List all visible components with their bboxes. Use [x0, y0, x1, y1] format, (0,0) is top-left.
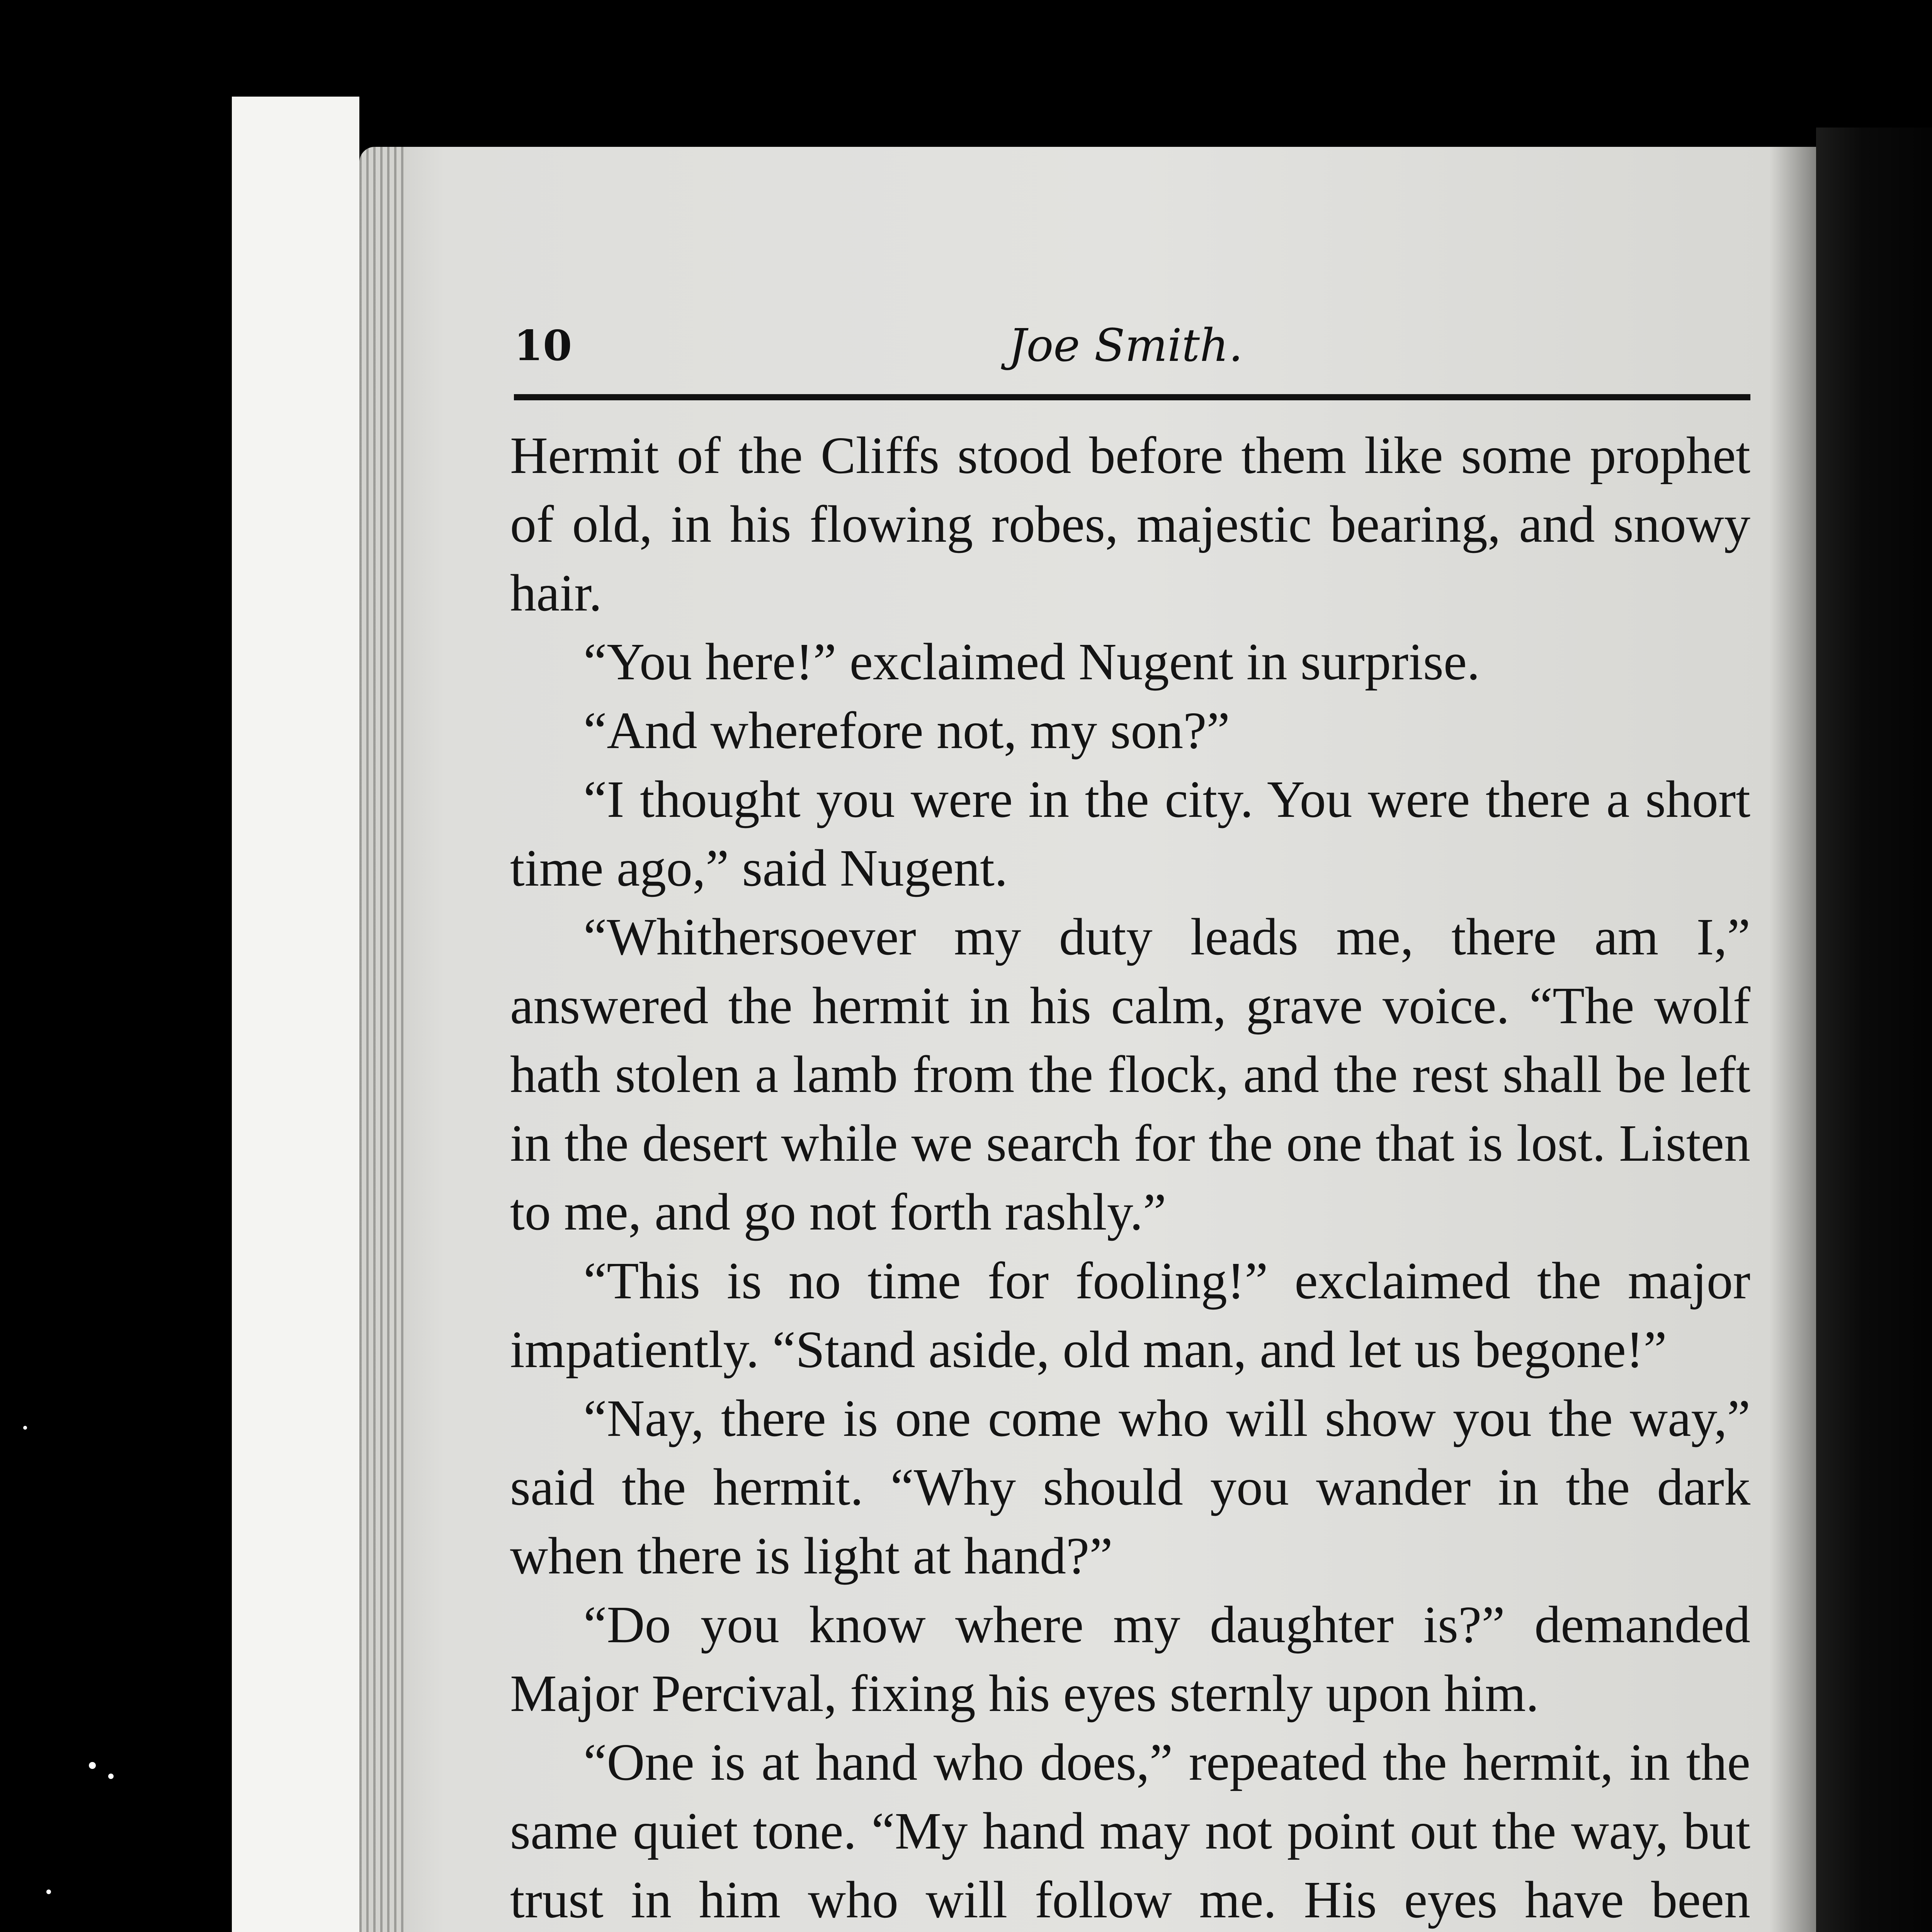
paragraph: “This is no time for fooling!” exclaimed the major impatiently. “Stand aside, old man, and let us begone!”: [510, 1252, 1750, 1379]
paragraph: “Do you know where my daughter is?” demanded Major Percival, fixing his eyes sternly upon him.: [510, 1596, 1750, 1723]
paragraph: “You here!” exclaimed Nugent in surprise.: [583, 633, 1480, 691]
dust-speck: [23, 1426, 27, 1430]
dust-speck: [89, 1762, 96, 1769]
dust-speck: [46, 1889, 51, 1894]
header-rule: [514, 394, 1750, 400]
dust-speck: [108, 1774, 114, 1779]
paragraph: “Whithersoever my duty leads me, there am I,” answered the hermit in his calm, grave voice. “The wolf hath stolen a lamb from the flock, and the rest shall be left in the desert while we search for the one that is lost. Listen to me, and go not forth rashly.”: [510, 908, 1750, 1241]
paragraph: “One is at hand who does,” repeated the hermit, in the same quiet tone. “My hand may not point out the way, but trust in him who will follow me. His eyes have been: [510, 1733, 1750, 1929]
body-text: [510, 421, 1750, 1932]
page-edge-stack: [359, 147, 406, 1932]
book-spine-shadow: [1816, 128, 1932, 1932]
page-number: 10: [514, 321, 572, 370]
paragraph: “And wherefore not, my son?”: [583, 702, 1230, 760]
underlying-white-sheet: [232, 97, 359, 1932]
paragraph: “I thought you were in the city. You were there a short time ago,” said Nugent.: [510, 770, 1750, 897]
paragraph: Hermit of the Cliffs stood before them like some prophet of old, in his flowing robes, majestic bearing, and snowy hair.: [510, 427, 1750, 622]
running-head: [514, 317, 1750, 375]
paragraph: “Nay, there is one come who will show you the way,” said the hermit. “Why should you wander in the dark when there is light at hand?”: [510, 1389, 1750, 1585]
running-head-title: Joe Smith.: [1009, 320, 1243, 372]
